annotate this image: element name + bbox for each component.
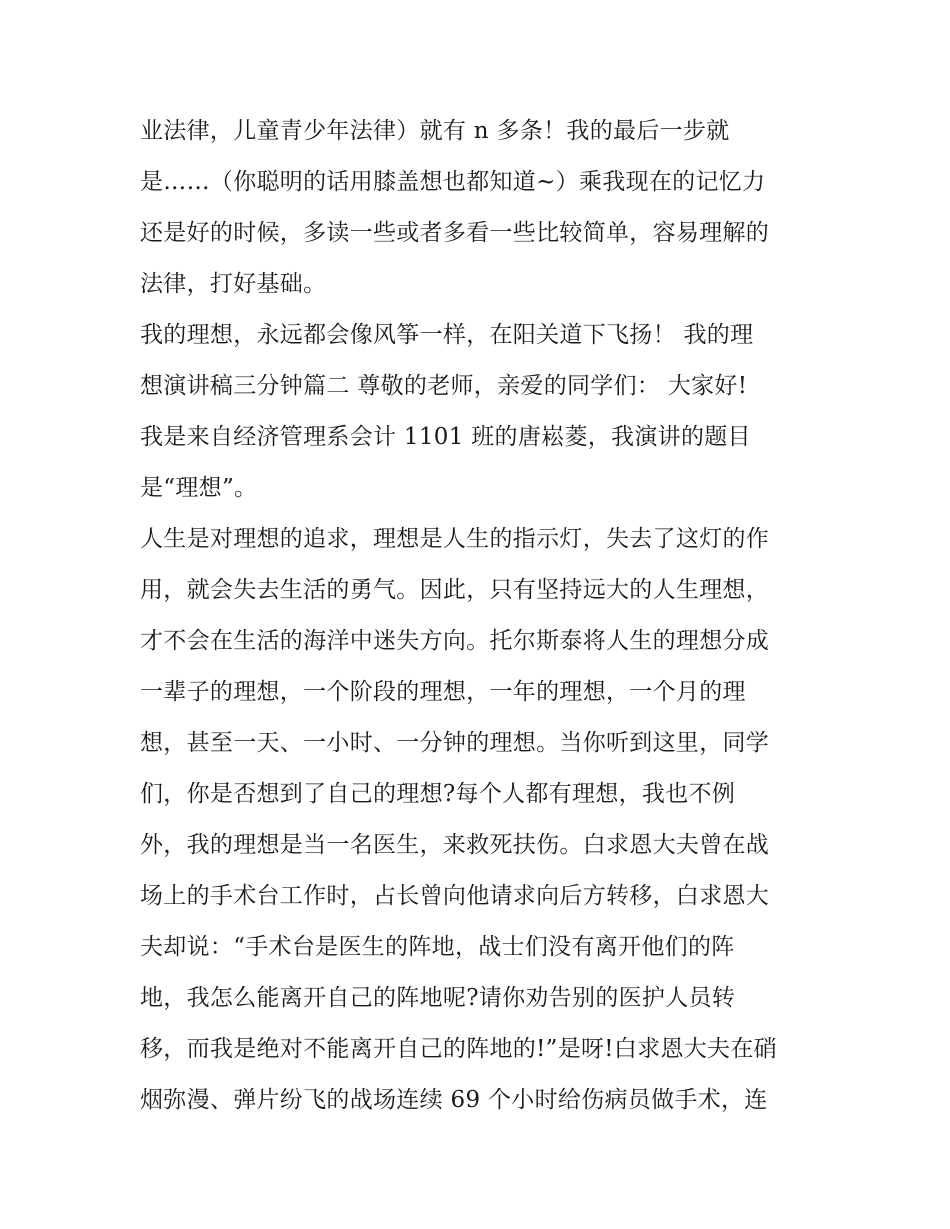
text-line: 想演讲稿三分钟篇二 尊敬的老师，亲爱的同学们： 大家好!	[140, 373, 748, 399]
text-line: 地，我怎么能离开自己的阵地呢?请你劝告别的医护人员转	[140, 985, 736, 1011]
text-line: 们，你是否想到了自己的理想?每个人都有理想，我也不例	[140, 781, 736, 807]
text-line: 想，甚至一天、一小时、一分钟的理想。当你听到这里，同学	[140, 730, 770, 756]
text-line: 才不会在生活的海洋中迷失方向。托尔斯泰将人生的理想分成	[140, 628, 770, 654]
document-body	[140, 108, 830, 1128]
text-line: 用，就会失去生活的勇气。因此，只有坚持远大的人生理想，	[140, 577, 770, 603]
text-line: 场上的手术台工作时，占长曾向他请求向后方转移，白求恩大	[140, 883, 770, 909]
text-line: 一辈子的理想，一个阶段的理想，一年的理想，一个月的理	[140, 679, 746, 705]
text-line: 还是好的时候，多读一些或者多看一些比较简单，容易理解的	[140, 220, 770, 246]
text-line: 法律，打好基础。	[140, 271, 327, 297]
text-line: 夫却说：“手术台是医生的阵地，战士们没有离开他们的阵	[140, 934, 735, 960]
text-line: 业法律，儿童青少年法律）就有 n 多条！我的最后一步就	[140, 118, 730, 144]
text-line: 是“理想”。	[140, 475, 258, 501]
text-line: 是……（你聪明的话用膝盖想也都知道~）乘我现在的记忆力	[140, 169, 766, 195]
text-line: 移，而我是绝对不能离开自己的阵地的!”是呀!白求恩大夫在硝	[140, 1036, 777, 1062]
text-line: 烟弥漫、弹片纷飞的战场连续 69 个小时给伤病员做手术，连	[140, 1087, 768, 1113]
text-line: 外，我的理想是当一名医生，来救死扶伤。白求恩大夫曾在战	[140, 832, 770, 858]
text-line: 人生是对理想的追求，理想是人生的指示灯，失去了这灯的作	[140, 526, 770, 552]
text-line: 我的理想，永远都会像风筝一样，在阳关道下飞扬！ 我的理	[140, 322, 754, 348]
text-line: 我是来自经济管理系会计 1101 班的唐崧菱，我演讲的题目	[140, 424, 751, 450]
